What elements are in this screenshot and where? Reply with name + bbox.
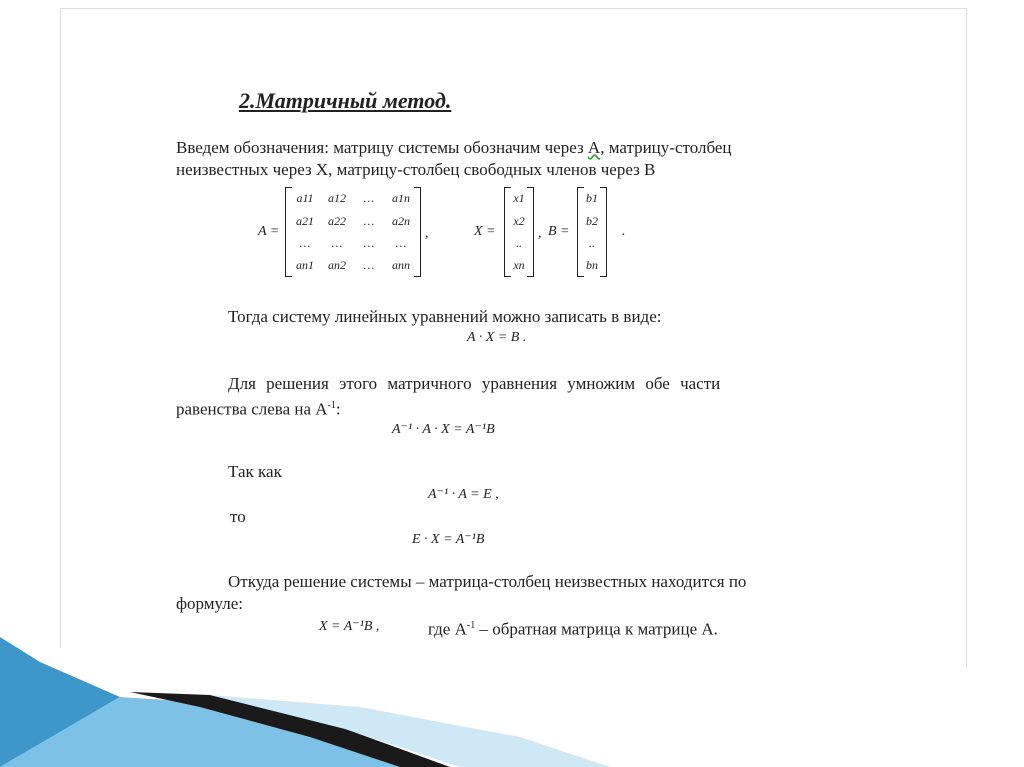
- paragraph-2-colon: :: [335, 399, 341, 419]
- matrix-A-cell: ann: [392, 258, 410, 272]
- intro-line-1-A: А: [587, 138, 601, 157]
- paragraph-2-line-1: Для решения этого матричного уравнения умножим обе части: [228, 374, 721, 393]
- matrix-B-label: B =: [548, 224, 570, 239]
- matrix-comma: ,: [425, 226, 429, 241]
- matrix-A-cell: an1: [296, 258, 314, 272]
- matrix-B-cell: bn: [586, 258, 598, 272]
- matrix-X: [504, 187, 534, 277]
- final-note-rest: – обратная матрица к матрице A.: [475, 619, 718, 639]
- paragraph-5-line-2: формуле:: [176, 594, 244, 613]
- matrix-A-cell: …: [331, 236, 343, 250]
- frame-left-border: [60, 8, 61, 648]
- matrix-A-cell: …: [363, 258, 375, 272]
- equation-1: A · X = B .: [467, 330, 527, 345]
- matrix-A-cell: a21: [296, 214, 314, 228]
- matrix-X-label: X =: [474, 224, 496, 239]
- matrix-B-cell: b2: [586, 214, 598, 228]
- matrix-A-cell: a22: [328, 214, 346, 228]
- matrix-dot: .: [622, 224, 626, 239]
- matrix-A-cell: …: [363, 236, 375, 250]
- intro-line-1-after: , матрицу-столбец: [600, 138, 732, 157]
- intro-line-1: [176, 138, 732, 158]
- paragraph-5-line-1: Откуда решение системы – матрица-столбец неизвестных находится по: [228, 572, 747, 591]
- intro-line-2: неизвестных через X, матрицу-столбец свободных членов через B: [176, 160, 656, 179]
- matrix-B-cell: b1: [586, 191, 598, 205]
- matrix-X-cell: ..: [516, 236, 522, 250]
- paragraph-2-line-2: [176, 396, 341, 420]
- matrix-A-cell: …: [363, 214, 375, 228]
- matrix-A-cell: …: [363, 191, 375, 205]
- matrix-separator: ,: [538, 226, 542, 241]
- paragraph-3: Так как: [228, 462, 282, 481]
- frame-top-border: [60, 8, 966, 9]
- matrix-B: [577, 187, 607, 277]
- equation-4: E · X = A⁻¹B: [412, 532, 485, 547]
- matrix-A-cell: a12: [328, 191, 346, 205]
- final-note-where: где A: [428, 619, 467, 639]
- matrix-A: [285, 187, 421, 277]
- matrix-A-cell: a11: [296, 191, 314, 205]
- matrix-B-cell: ..: [589, 236, 595, 250]
- paragraph-1: Тогда систему линейных уравнений можно записать в виде:: [228, 307, 662, 326]
- slide-title: 2.Матричный метод.: [239, 88, 452, 113]
- matrix-A-cell: …: [299, 236, 311, 250]
- matrix-X-cell: xn: [513, 258, 525, 272]
- equation-2: A⁻¹ · A · X = A⁻¹B: [392, 422, 495, 437]
- frame-right-border: [966, 8, 967, 668]
- matrix-A-cell: …: [395, 236, 407, 250]
- decorative-swoosh: [0, 637, 620, 767]
- matrix-A-cell: an2: [328, 258, 346, 272]
- paragraph-2-sup: -1: [327, 400, 336, 411]
- equation-3: A⁻¹ · A = E ,: [428, 487, 499, 502]
- matrix-A-cell: a2n: [392, 214, 410, 228]
- matrix-X-cell: x2: [513, 214, 525, 228]
- intro-line-1-before: Введем обозначения: матрицу системы обозначим через: [176, 138, 588, 157]
- paragraph-2-text: равенства слева на A: [176, 399, 328, 419]
- matrix-A-label: A =: [258, 224, 280, 239]
- paragraph-4: то: [230, 507, 246, 526]
- final-note-sup: -1: [466, 620, 476, 631]
- matrix-X-cell: x1: [513, 191, 525, 205]
- equation-5: X = A⁻¹B ,: [319, 619, 380, 634]
- matrix-A-cell: a1n: [392, 191, 410, 205]
